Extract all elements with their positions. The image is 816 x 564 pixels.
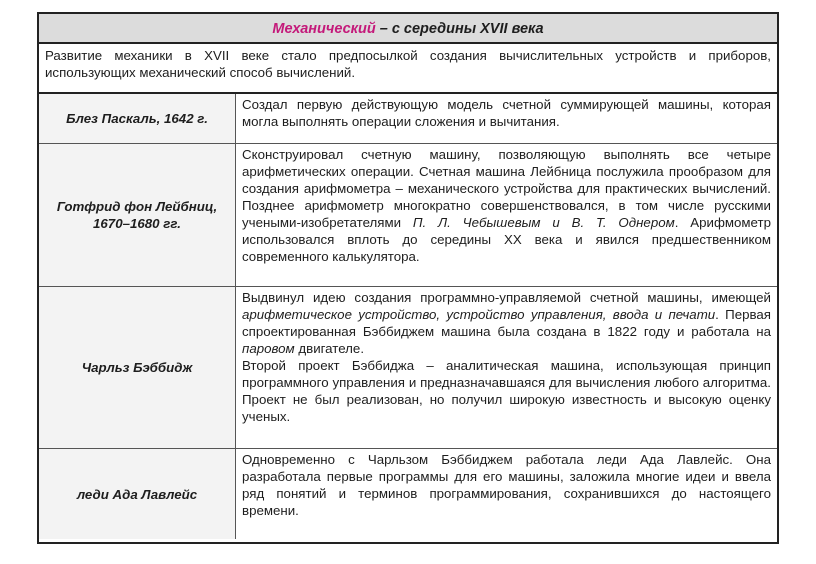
desc-text: двигателе.	[294, 341, 365, 356]
person-name: Готфрид фон Лейбниц, 1670–1680 гг.	[39, 144, 236, 286]
desc-text: . Первая спроектированная Бэббиджем машина была создана в 1822 году и работала на	[242, 307, 771, 339]
table-row	[39, 94, 777, 144]
desc-text: Выдвинул идею создания программно-управляемой счетной машины, имеющей	[242, 290, 771, 305]
desc-text: Сконструировал счетную машину, позволяющую выполнять все четыре арифметических операции. Счетная машина Лейбница послужила прообразом для создания арифмометра – механического устройства для практических вычислений. Позднее арифмометр многократно совершенствовался, в том числе русскими учеными-изобретателями	[242, 147, 771, 230]
table-title	[39, 14, 777, 44]
person-description: Одновременно с Чарльзом Бэббиджем работала леди Ада Лавлейс. Она разработала первые программы для его машины, заложила многие идеи и ввела ряд понятий и терминов программирования, сохранившихся до настоящего времени.	[242, 452, 771, 518]
title-rest: – с середины XVII века	[375, 21, 544, 37]
desc-emphasis: паровом	[242, 341, 295, 356]
intro-text: Развитие механики в XVII веке стало предпосылкой создания вычислительных устройств и приборов, использующих механический способ вычислений.	[39, 44, 777, 94]
table-row	[39, 287, 777, 449]
desc-paragraph	[242, 289, 771, 357]
desc-emphasis: П. Л. Чебышевым и В. Т. Однером	[412, 215, 675, 230]
desc-paragraph: Второй проект Бэббиджа – аналитическая машина, использующая принцип программного управления и предназначавшаяся для вычисления любого алгоритма. Проект не был реализован, но получил широкую известность и высокую оценку ученых.	[242, 358, 771, 424]
desc-emphasis: арифметическое устройство, устройство управления, ввода и печати	[242, 307, 716, 322]
history-table	[37, 12, 779, 544]
table-row	[39, 449, 777, 539]
person-name: Блез Паскаль, 1642 г.	[39, 94, 236, 143]
person-name: леди Ада Лавлейс	[39, 449, 236, 539]
table-row	[39, 144, 777, 287]
title-accent: Механический	[272, 21, 376, 37]
person-name: Чарльз Бэббидж	[39, 287, 236, 448]
desc-text: . Арифмометр использовался вплоть до середины XX века и явился предшественником современного калькулятора.	[242, 215, 771, 264]
person-description	[236, 144, 777, 286]
person-description	[236, 287, 777, 448]
person-description: Создал первую действующую модель счетной суммирующей машины, которая могла выполнять операции сложения и вычитания.	[242, 97, 771, 129]
